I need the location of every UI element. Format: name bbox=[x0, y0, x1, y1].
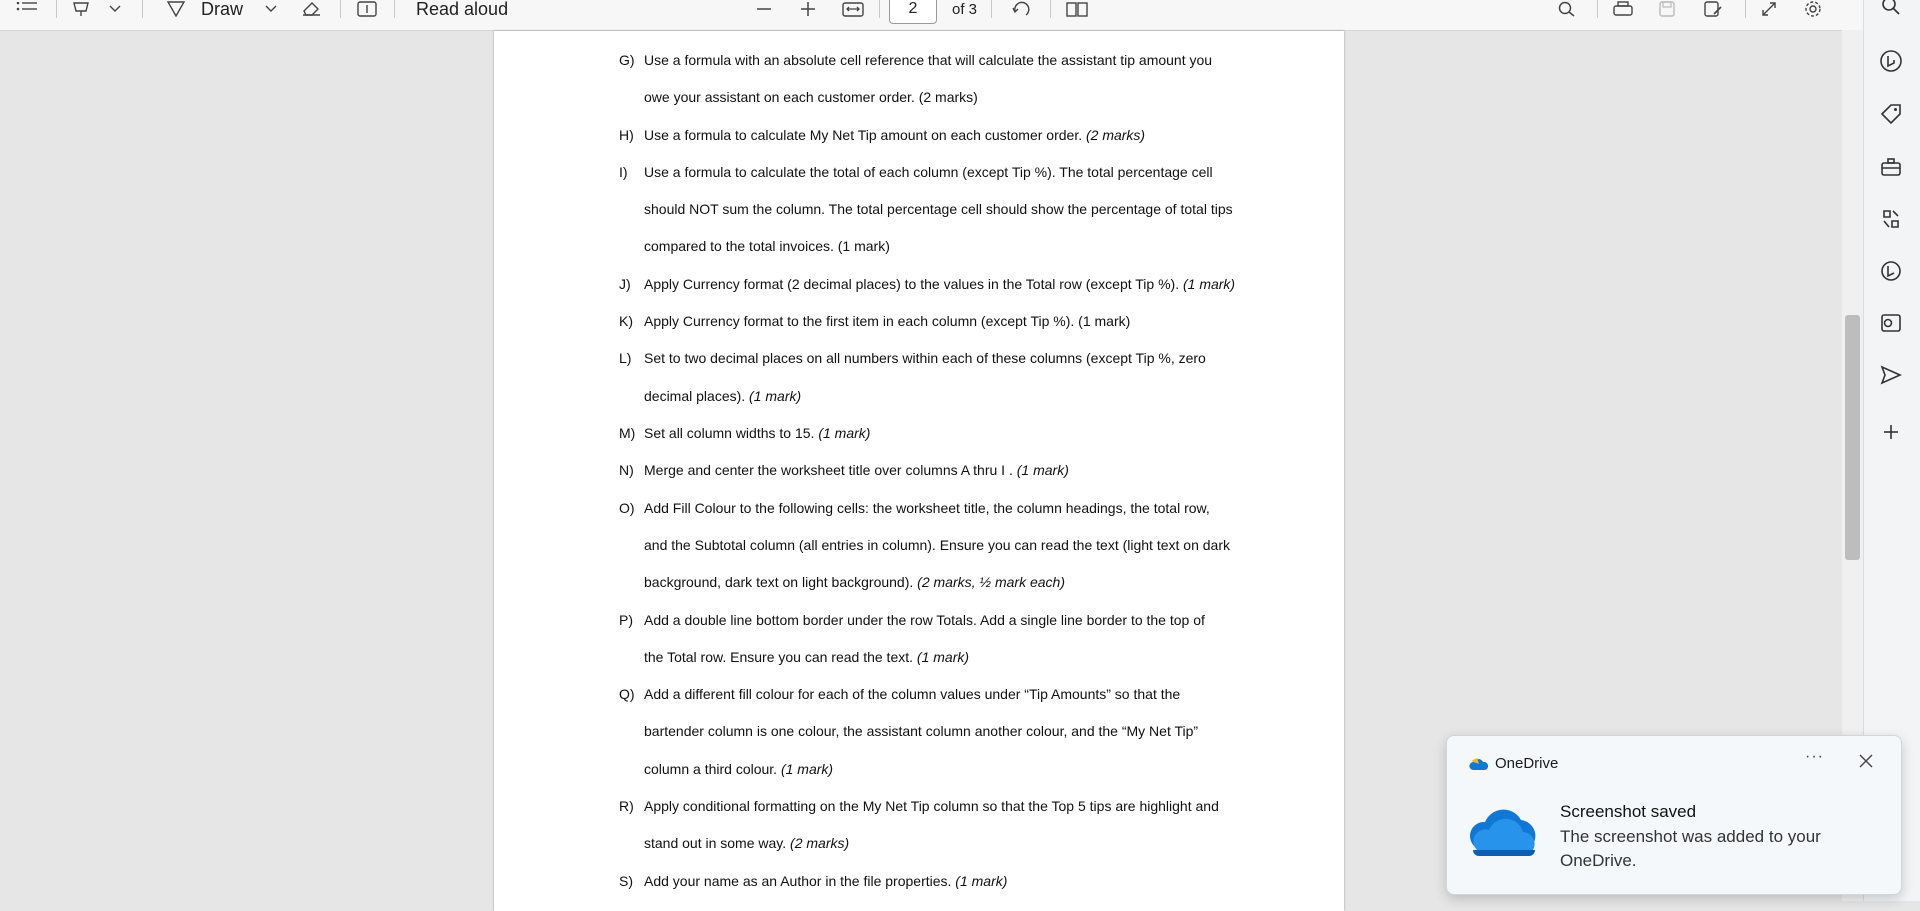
notification-title: Screenshot saved bbox=[1560, 802, 1697, 821]
games-icon[interactable] bbox=[1877, 205, 1905, 233]
instruction-line bbox=[644, 723, 1198, 739]
instruction-line bbox=[644, 164, 1213, 180]
scrollbar-thumb[interactable] bbox=[1845, 315, 1860, 560]
onedrive-cloud-icon bbox=[1467, 806, 1541, 863]
pdf-page bbox=[494, 31, 1344, 911]
tools-briefcase-icon[interactable] bbox=[1877, 153, 1905, 181]
instruction-text: Use a formula to calculate My Net Tip amount on each customer order. bbox=[644, 126, 1086, 143]
copilot-icon[interactable] bbox=[1877, 47, 1905, 75]
print-icon[interactable] bbox=[1610, 0, 1636, 18]
instruction-marks: (2 marks, ½ mark each) bbox=[917, 574, 1065, 591]
settings-gear-icon[interactable] bbox=[1800, 0, 1826, 18]
instruction-line bbox=[644, 686, 1180, 702]
instruction-marks: (1 mark) bbox=[780, 760, 834, 777]
fit-to-width-icon[interactable] bbox=[840, 0, 866, 18]
instruction-marks: (2 marks) bbox=[790, 835, 850, 852]
edge-search-icon[interactable] bbox=[1877, 0, 1905, 20]
instruction-item bbox=[494, 350, 1344, 425]
bing-icon[interactable] bbox=[1877, 257, 1905, 285]
instruction-text: Use a formula with an absolute cell reference that will calculate the assistant tip amount you bbox=[644, 52, 1213, 68]
notification-close-icon[interactable] bbox=[1859, 754, 1873, 773]
add-sidebar-icon[interactable] bbox=[1877, 418, 1905, 446]
instruction-marks: (1 mark) bbox=[955, 872, 1008, 889]
instruction-label: I) bbox=[619, 163, 628, 180]
notification-app-name: OneDrive bbox=[1495, 755, 1559, 772]
notification-body: The screenshot was added to your OneDrive. bbox=[1560, 827, 1821, 870]
instruction-line bbox=[644, 425, 870, 441]
instruction-label: J) bbox=[619, 275, 631, 292]
instruction-line bbox=[644, 201, 1233, 217]
instruction-text: bartender column is one colour, the assistant column another colour, and the “My Net Tip” bbox=[644, 723, 1199, 740]
instruction-marks: (2 marks) bbox=[1085, 126, 1146, 143]
instruction-text: Add your name as an Author in the file properties. bbox=[644, 872, 956, 889]
instruction-item bbox=[494, 686, 1344, 798]
contents-list-icon[interactable] bbox=[14, 0, 40, 18]
draw-button[interactable]: Draw bbox=[201, 0, 244, 19]
instruction-line bbox=[644, 52, 1212, 68]
instruction-line bbox=[644, 238, 890, 254]
page-view-icon[interactable] bbox=[1064, 0, 1090, 18]
page-total-label: of 3 bbox=[952, 0, 978, 18]
instruction-label: Q) bbox=[619, 686, 635, 703]
instruction-item bbox=[494, 313, 1344, 350]
instruction-item bbox=[494, 798, 1344, 873]
instruction-line bbox=[644, 612, 1205, 628]
pdf-toolbar bbox=[0, 0, 1863, 31]
instruction-text: owe your assistant on each customer order. (2 marks) bbox=[644, 89, 978, 106]
instruction-line bbox=[644, 835, 849, 851]
instruction-item bbox=[494, 873, 1344, 910]
send-icon[interactable] bbox=[1877, 361, 1905, 389]
outlook-icon[interactable] bbox=[1877, 309, 1905, 337]
instruction-line bbox=[644, 574, 1065, 590]
rotate-icon[interactable] bbox=[1008, 0, 1034, 18]
save-icon bbox=[1654, 0, 1680, 18]
read-aloud-button[interactable]: Read aloud bbox=[416, 0, 509, 19]
zoom-in-icon[interactable] bbox=[796, 0, 820, 18]
instruction-label: R) bbox=[619, 798, 634, 814]
instruction-label: K) bbox=[619, 313, 633, 330]
shopping-tag-icon[interactable] bbox=[1877, 100, 1905, 128]
instruction-label: O) bbox=[619, 499, 635, 516]
instruction-text: Apply Currency format (2 decimal places) to the values in the Total row (except Tip %). bbox=[644, 275, 1183, 292]
instruction-line bbox=[644, 537, 1230, 553]
instruction-line bbox=[644, 127, 1145, 143]
instruction-line bbox=[644, 649, 969, 665]
instruction-item bbox=[494, 52, 1344, 127]
instruction-text: Use a formula to calculate the total of each column (except Tip %). The total percentage cell bbox=[644, 163, 1213, 180]
instruction-text: the Total row. Ensure you can read the text. bbox=[644, 648, 917, 665]
instruction-item bbox=[494, 612, 1344, 687]
notification-more-button[interactable]: ··· bbox=[1805, 748, 1824, 765]
instruction-line bbox=[644, 761, 833, 777]
instruction-item bbox=[494, 164, 1344, 276]
instruction-marks: (1 mark) bbox=[818, 425, 871, 441]
instruction-line bbox=[644, 89, 978, 105]
instruction-label: L) bbox=[619, 350, 632, 367]
instruction-line bbox=[644, 388, 801, 404]
instruction-text: compared to the total invoices. (1 mark) bbox=[644, 238, 890, 255]
instruction-label: P) bbox=[619, 611, 633, 628]
instruction-text: Apply Currency format to the first item in each column (except Tip %). (1 mark) bbox=[644, 313, 1131, 330]
instruction-line bbox=[644, 873, 1007, 889]
instruction-text: background, dark text on light background). bbox=[644, 574, 918, 591]
eraser-icon[interactable] bbox=[298, 0, 324, 18]
instruction-marks: (1 mark) bbox=[1016, 462, 1069, 479]
instruction-item bbox=[494, 425, 1344, 462]
instruction-item bbox=[494, 500, 1344, 612]
add-text-icon[interactable] bbox=[354, 0, 380, 18]
highlight-icon[interactable] bbox=[68, 0, 94, 18]
instruction-item bbox=[494, 462, 1344, 499]
instruction-text: Add Fill Colour to the following cells: the worksheet title, the column headings, the total row, bbox=[644, 499, 1210, 516]
instruction-marks: (1 mark) bbox=[1182, 275, 1236, 292]
draw-pen-icon[interactable] bbox=[163, 0, 189, 18]
instruction-item bbox=[494, 127, 1344, 164]
highlight-chevron-down-icon[interactable] bbox=[106, 0, 124, 18]
instruction-text: stand out in some way. bbox=[644, 835, 791, 852]
onedrive-app-icon bbox=[1469, 756, 1489, 779]
search-icon[interactable] bbox=[1554, 0, 1580, 18]
instruction-text: and the Subtotal column (all entries in column). Ensure you can read the text (light text on dark bbox=[644, 536, 1230, 553]
instruction-text: Set to two decimal places on all numbers within each of these columns (except Tip %, zero bbox=[644, 350, 1206, 367]
instruction-line bbox=[644, 276, 1235, 292]
instruction-line bbox=[644, 500, 1210, 516]
instruction-line bbox=[644, 798, 1219, 814]
instruction-line bbox=[644, 462, 1069, 478]
instruction-label: N) bbox=[619, 462, 634, 479]
instruction-text: column a third colour. bbox=[644, 760, 781, 777]
instruction-text: Set all column widths to 15. bbox=[644, 425, 819, 441]
instruction-line bbox=[644, 313, 1130, 329]
save-as-icon[interactable] bbox=[1700, 0, 1726, 18]
fullscreen-icon[interactable] bbox=[1756, 0, 1782, 18]
instruction-label: M) bbox=[619, 425, 636, 441]
instruction-text: should NOT sum the column. The total percentage cell should show the percentage of total tips bbox=[644, 201, 1233, 218]
draw-chevron-down-icon[interactable] bbox=[262, 0, 280, 18]
instruction-item bbox=[494, 276, 1344, 313]
instruction-text: decimal places). bbox=[644, 387, 750, 404]
instruction-text: Apply conditional formatting on the My Net Tip column so that the Top 5 tips are highlight and bbox=[644, 798, 1219, 814]
instruction-label: G) bbox=[619, 52, 635, 68]
page-number-input[interactable]: 2 bbox=[889, 0, 937, 24]
instruction-text: Add a double line bottom border under the row Totals. Add a single line border to the top of bbox=[644, 611, 1205, 628]
instruction-label: S) bbox=[619, 872, 633, 889]
instruction-line bbox=[644, 350, 1206, 366]
instruction-text: Add a different fill colour for each of the column values under “Tip Amounts” so that the bbox=[644, 686, 1181, 703]
zoom-out-icon[interactable] bbox=[752, 0, 776, 18]
instruction-text: Merge and center the worksheet title over columns A thru I . bbox=[644, 462, 1017, 479]
onedrive-notification[interactable] bbox=[1446, 735, 1902, 895]
instruction-label: H) bbox=[619, 126, 634, 143]
instruction-marks: (1 mark) bbox=[749, 387, 802, 404]
instruction-marks: (1 mark) bbox=[916, 648, 970, 665]
